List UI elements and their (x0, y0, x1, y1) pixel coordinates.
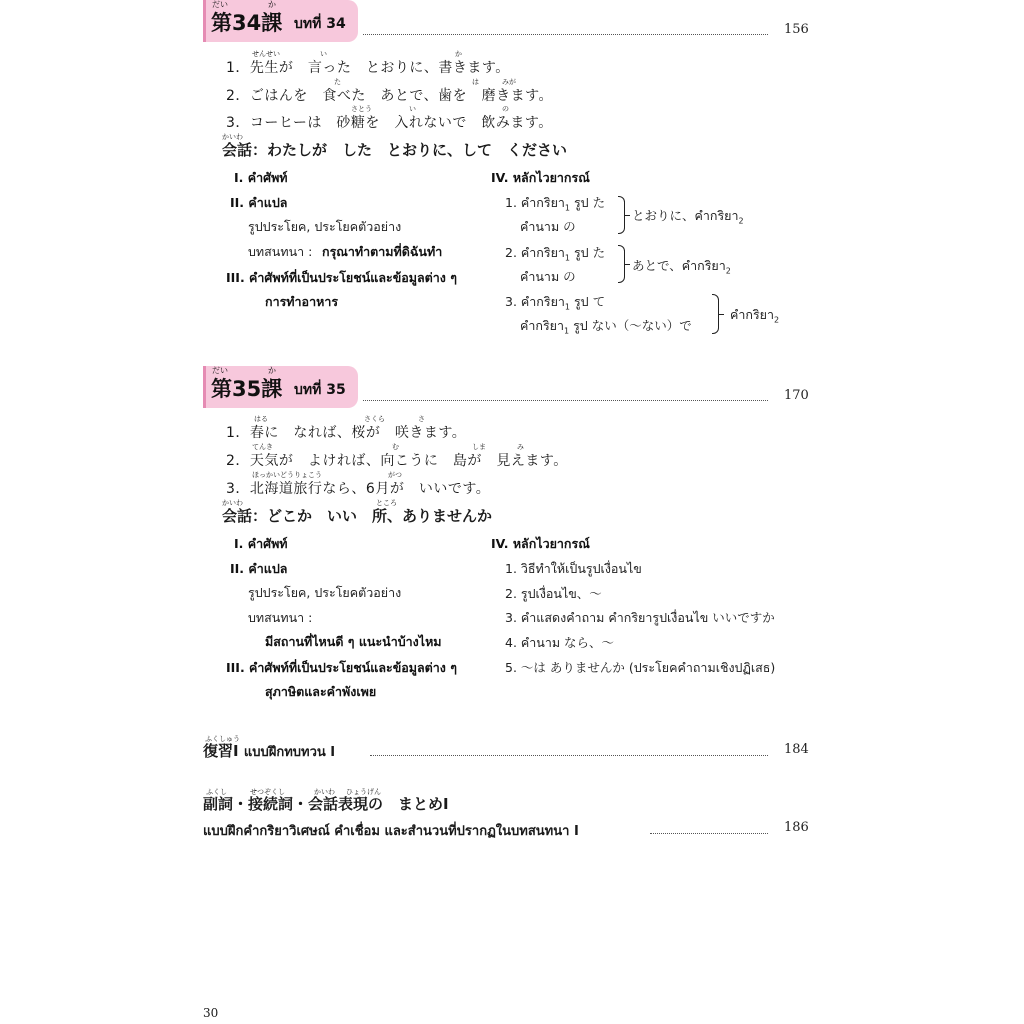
furigana: さくら (364, 415, 385, 423)
furigana: がつ (388, 471, 402, 479)
summary-page: 186 (784, 820, 809, 835)
furigana: せんせい (252, 50, 280, 58)
furigana: い (320, 50, 327, 58)
grammar-item: คำนาม の (520, 269, 576, 284)
example-sentence: 1．先生が 言った とおりに、書きます。 (226, 60, 510, 76)
ruby-ka: か (268, 366, 276, 375)
grammar-item: 2. รูปเงื่อนไข、～ (505, 586, 602, 601)
example-sentence: 3．北海道旅行なら、6月が いいです。 (226, 481, 491, 497)
furigana: かいわ (222, 133, 243, 141)
kaiwa-title: 会話：どこか いい 所、ありませんか (222, 507, 493, 525)
conversation-label: บทสนทนา : (248, 244, 313, 259)
review-thai: แบบฝึกทบทวน I (243, 745, 336, 760)
grammar-item: 4. คำนาม なら、～ (505, 635, 615, 650)
section-useful-vocab: III. คำศัพท์ที่เป็นประโยชน์และข้อมูลต่าง ๆ (226, 270, 457, 285)
furigana: はる (254, 415, 268, 423)
lesson-34-thai: บทที่ 34 (294, 16, 346, 32)
leader-dots (370, 755, 768, 756)
furigana: み (517, 443, 524, 451)
summary-thai: แบบฝึกคำกริยาวิเศษณ์ คำเชื่อม และสำนวนที่ปรากฏในบทสนทนา I (203, 824, 579, 839)
furigana: い (409, 105, 416, 113)
example-sentence: 3．コーヒーは 砂糖を 入れないで 飲みます。 (226, 115, 553, 131)
furigana: さ (418, 415, 425, 423)
furigana: せつぞくし (250, 788, 285, 796)
grammar-item: 1. คำกริยา$_1$ รูป た (505, 195, 606, 213)
furigana: か (455, 50, 462, 58)
lesson-35-badge (203, 366, 358, 408)
furigana: ほっかいどうりょこう (252, 471, 322, 479)
grammar-item: คำกริยา$_1$ รูป ない（～ない）で (520, 318, 692, 336)
section-translation: II. คำแปล (230, 195, 288, 210)
section-useful-vocab: III. คำศัพท์ที่เป็นประโยชน์และข้อมูลต่าง ๆ (226, 660, 457, 675)
review-page: 184 (784, 742, 809, 757)
grammar-result: あとで、คำกริยา$_2$ (632, 258, 731, 276)
section-grammar: IV. หลักไวยากรณ์ (491, 536, 590, 551)
furigana: の (502, 105, 509, 113)
summary-title: 副詞・接続詞・会話表現の まとめⅠ (203, 795, 449, 813)
furigana: ふくし (206, 788, 227, 796)
ruby-ka: か (268, 0, 276, 9)
useful-vocab-topic: การทำอาหาร (265, 294, 339, 309)
furigana: かいわ (222, 499, 243, 507)
lesson-34-badge (203, 0, 358, 42)
lesson-35-kanji: 第35課 (211, 377, 283, 401)
leader-dots (650, 833, 768, 834)
lesson-35-page: 170 (784, 388, 809, 403)
example-sentence: 2．ごはんを 食べた あとで、歯を 磨きます。 (226, 88, 554, 104)
grammar-item: 5. ～は ありませんか (ประโยคคำถามเชิงปฏิเสธ) (505, 660, 776, 675)
section-grammar: IV. หลักไวยากรณ์ (491, 170, 590, 185)
grammar-item: 1. วิธีทำให้เป็นรูปเงื่อนไข (505, 561, 642, 576)
furigana: さとう (351, 105, 372, 113)
grammar-item: 3. คำกริยา$_1$ รูป て (505, 294, 606, 312)
translation-item: รูปประโยค, ประโยคตัวอย่าง (248, 585, 402, 600)
furigana: てんき (252, 443, 273, 451)
example-sentence: 1．春に なれば、桜が 咲きます。 (226, 425, 467, 441)
grammar-item: 3. คำแสดงคำถาม คำกริยารูปเงื่อนไข いいですか (505, 610, 775, 625)
section-vocab: I. คำศัพท์ (234, 536, 288, 551)
brace (618, 245, 625, 283)
grammar-result: คำกริยา$_2$ (730, 307, 780, 325)
furigana: ところ (376, 499, 397, 507)
review-title: 復習Ⅰ แบบฝึกทบทวน I (203, 742, 336, 760)
lesson-34-kanji: 第34課 (211, 11, 283, 35)
furigana: た (334, 78, 341, 86)
section-vocab: I. คำศัพท์ (234, 170, 288, 185)
translation-item: รูปประโยค, ประโยคตัวอย่าง (248, 219, 402, 234)
leader-dots (363, 34, 768, 35)
lesson-35-thai: บทที่ 35 (294, 382, 346, 398)
furigana: ふくしゅう (205, 735, 240, 743)
useful-vocab-topic: สุภาษิตและคำพังเพย (265, 684, 377, 699)
ruby-dai: だい (212, 366, 228, 375)
leader-dots (363, 400, 768, 401)
section-translation: II. คำแปล (230, 561, 288, 576)
brace (618, 196, 625, 234)
kaiwa-title: 会話：わたしが した とおりに、して ください (222, 141, 568, 159)
grammar-result: とおりに、คำกริยา$_2$ (632, 208, 744, 226)
furigana: みが (502, 78, 516, 86)
grammar-item: คำนาม の (520, 219, 576, 234)
furigana: は (472, 78, 479, 86)
ruby-dai: だい (212, 0, 228, 9)
page-number: 30 (203, 1006, 219, 1020)
lesson-34-page: 156 (784, 22, 809, 37)
example-sentence: 2．天気が よければ、向こうに 島が 見えます。 (226, 453, 568, 469)
furigana: しま (472, 443, 486, 451)
furigana: ひょうげん (346, 788, 381, 796)
conversation-title: มีสถานที่ไหนดี ๆ แนะนำบ้างไหม (265, 634, 442, 649)
brace (712, 294, 719, 334)
grammar-item: 2. คำกริยา$_1$ รูป た (505, 245, 606, 263)
conversation-label: บทสนทนา : (248, 610, 313, 625)
furigana: む (392, 443, 399, 451)
furigana: かいわ (314, 788, 335, 796)
conversation-title: กรุณาทำตามที่ดิฉันทำ (322, 244, 443, 259)
